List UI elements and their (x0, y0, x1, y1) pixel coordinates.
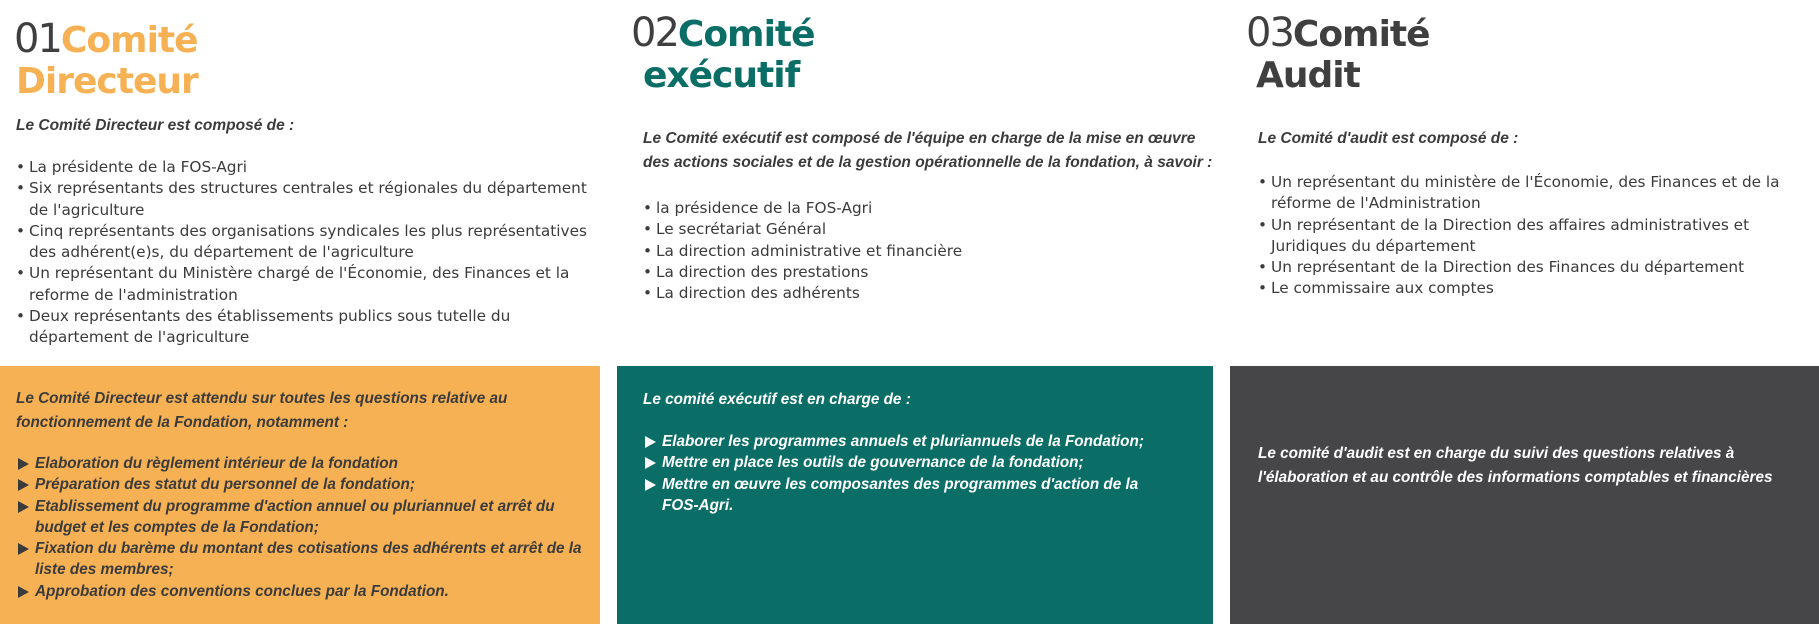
list-item: • Six représentants des structures centrales et régionales du département de l'agriculture (16, 178, 591, 221)
members-list (1258, 172, 1816, 300)
responsibilities-intro: Le comité d'audit est en charge du suivi des questions relatives à l'élaboration et au contrôle des informations comptables et financières (1258, 445, 1773, 486)
triangle-bullet-icon (18, 543, 29, 555)
comite-audit-heading (1246, 10, 1430, 96)
list-item: • Le commissaire aux comptes (1258, 278, 1816, 299)
responsibilities-box (1230, 366, 1819, 624)
list-item: • la présidence de la FOS-Agri (643, 198, 1203, 219)
list-item: • Cinq représentants des organisations syndicales les plus représentatives des adhérent(e)s, du département de l'agriculture (16, 221, 591, 264)
list-item (643, 474, 1173, 517)
triangle-bullet-icon (645, 436, 656, 448)
list-item: • Le secrétariat Général (643, 219, 1203, 240)
section-number: 01 (14, 16, 61, 62)
responsibilities-list (643, 431, 1173, 516)
list-item (16, 496, 586, 539)
comite-executif-heading (631, 10, 815, 96)
responsibilities-box (617, 366, 1213, 624)
responsibilities-intro: Le Comité Directeur est attendu sur toutes les questions relative au fonctionnement de la Fondation, notamment : (16, 390, 508, 431)
list-item (643, 452, 1173, 473)
list-item-text: Etablissement du programme d'action annuel ou pluriannuel et arrêt du budget et les comptes de la Fondation; (35, 497, 555, 536)
list-item: • La direction administrative et financière (643, 241, 1203, 262)
triangle-bullet-icon (18, 479, 29, 491)
responsibilities-intro: Le comité exécutif est en charge de : (643, 391, 911, 408)
heading-line-1: Comité (677, 14, 815, 55)
list-item-text: Mettre en place les outils de gouvernance de la fondation; (662, 454, 1084, 472)
list-item: • La présidente de la FOS-Agri (16, 157, 591, 178)
list-item (643, 431, 1173, 452)
triangle-bullet-icon (645, 479, 656, 491)
list-item (16, 581, 586, 602)
list-item-text: Elaborer les programmes annuels et pluriannuels de la Fondation; (662, 433, 1144, 450)
list-item: • Un représentant du Ministère chargé de l'Économie, des Finances et la reforme de l'administration (16, 263, 591, 306)
list-item: • Un représentant du ministère de l'Économie, des Finances et de la réforme de l'Administration (1258, 172, 1816, 215)
list-item: • La direction des prestations (643, 262, 1203, 283)
list-item-text: Préparation des statut du personnel de la fondation; (35, 476, 415, 494)
list-item: • La direction des adhérents (643, 283, 1203, 304)
composition-intro: Le Comité d'audit est composé de : (1258, 130, 1519, 147)
responsibilities-box (0, 366, 600, 624)
list-item-text: Fixation du barème du montant des cotisations des adhérents et arrêt de la liste des membres; (35, 540, 582, 579)
heading-line-2: Audit (1256, 55, 1360, 96)
comite-executif-column (617, 0, 1213, 624)
composition-intro: Le Comité exécutif est composé de l'équipe en charge de la mise en œuvre des actions sociales et de la gestion opérationnelle de la fondation, à savoir : (643, 130, 1213, 171)
composition-intro: Le Comité Directeur est composé de : (16, 117, 295, 134)
list-item-text: Mettre en œuvre les composantes des programmes d'action de la FOS-Agri. (662, 475, 1139, 514)
triangle-bullet-icon (18, 586, 29, 598)
comite-directeur-heading (14, 16, 198, 102)
responsibilities-list (16, 453, 586, 602)
list-item-text: Approbation des conventions conclues par la Fondation. (35, 582, 449, 600)
section-number: 02 (631, 10, 678, 56)
members-list (643, 198, 1203, 304)
heading-line-2: Directeur (16, 61, 198, 102)
list-item: • Deux représentants des établissements publics sous tutelle du département de l'agriculture (16, 306, 591, 349)
triangle-bullet-icon (645, 457, 656, 469)
list-item-text: Elaboration du règlement intérieur de la fondation (35, 455, 398, 472)
heading-line-1: Comité (1292, 14, 1430, 55)
heading-line-1: Comité (60, 20, 198, 61)
heading-line-2: exécutif (643, 55, 800, 96)
triangle-bullet-icon (18, 501, 29, 513)
members-list (16, 157, 591, 349)
list-item: • Un représentant de la Direction des affaires administratives et Juridiques du département (1258, 215, 1816, 258)
list-item (16, 474, 586, 495)
section-number: 03 (1246, 10, 1293, 56)
list-item (16, 453, 586, 474)
comite-directeur-column (0, 0, 600, 624)
list-item: • Un représentant de la Direction des Finances du département (1258, 257, 1816, 278)
list-item (16, 538, 586, 581)
triangle-bullet-icon (18, 458, 29, 470)
comite-audit-column (1230, 0, 1819, 624)
